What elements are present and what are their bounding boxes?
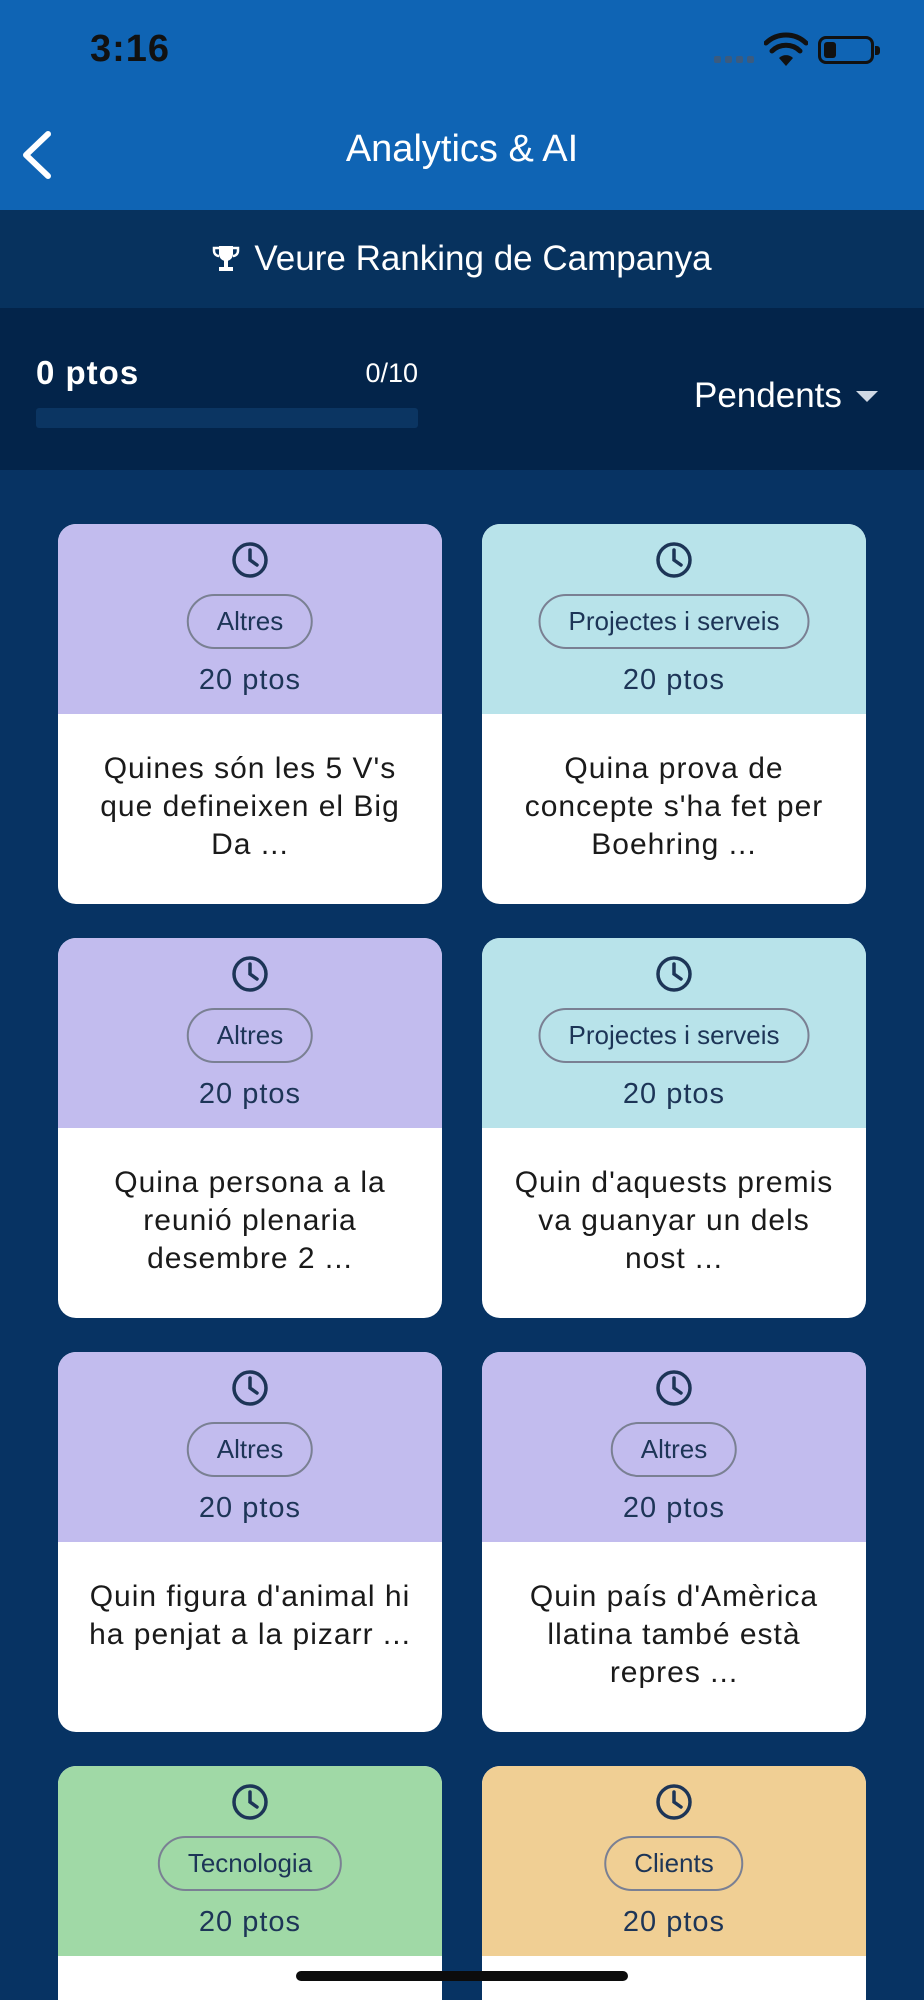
question-text: Quin país d'Amèrica llatina també està repres ... bbox=[529, 1580, 819, 1689]
battery-icon bbox=[818, 36, 874, 64]
card-header bbox=[58, 1352, 442, 1542]
clock-icon bbox=[654, 1782, 694, 1822]
category-tag: Tecnologia bbox=[158, 1836, 342, 1891]
card-header bbox=[58, 938, 442, 1128]
filter-dropdown[interactable] bbox=[694, 376, 878, 416]
clock-icon bbox=[654, 954, 694, 994]
card-header bbox=[58, 1766, 442, 1956]
category-tag: Altres bbox=[187, 1008, 313, 1063]
category-tag: Altres bbox=[187, 594, 313, 649]
nav-bar bbox=[0, 100, 924, 210]
ranking-button[interactable] bbox=[0, 210, 924, 308]
question-card[interactable] bbox=[482, 1352, 866, 1732]
card-header bbox=[482, 1766, 866, 1956]
clock-icon bbox=[230, 954, 270, 994]
question-card[interactable] bbox=[58, 1352, 442, 1732]
category-tag: Clients bbox=[604, 1836, 743, 1891]
trophy-icon bbox=[212, 244, 240, 274]
total-points: 0 ptos bbox=[36, 354, 140, 391]
cellular-signal-icon bbox=[714, 56, 758, 64]
category-tag: Projectes i serveis bbox=[539, 1008, 810, 1063]
ranking-label: Veure Ranking de Campanya bbox=[254, 239, 712, 278]
question-card[interactable] bbox=[482, 1766, 866, 2000]
question-card[interactable] bbox=[482, 938, 866, 1318]
clock-icon bbox=[230, 1782, 270, 1822]
score-panel bbox=[0, 308, 924, 470]
clock-icon bbox=[654, 540, 694, 580]
filter-label: Pendents bbox=[694, 376, 842, 415]
card-points: 20 ptos bbox=[198, 1078, 302, 1110]
question-text: Quin d'aquests premis va guanyar un dels nost ... bbox=[514, 1166, 834, 1275]
card-header bbox=[58, 524, 442, 714]
category-tag: Altres bbox=[187, 1422, 313, 1477]
category-tag: Projectes i serveis bbox=[539, 594, 810, 649]
question-text: Quina persona a la reunió plenaria desembre 2 ... bbox=[114, 1166, 386, 1275]
clock-icon bbox=[230, 1368, 270, 1408]
caret-down-icon bbox=[856, 391, 878, 402]
card-points: 20 ptos bbox=[622, 1492, 726, 1524]
card-header bbox=[482, 524, 866, 714]
progress-label: 0/10 bbox=[365, 358, 418, 388]
page-title: Analytics & AI bbox=[345, 128, 579, 170]
clock-icon bbox=[654, 1368, 694, 1408]
card-header bbox=[482, 1352, 866, 1542]
question-text: Quines són les 5 V's que defineixen el Big Da ... bbox=[100, 752, 400, 861]
question-card[interactable] bbox=[58, 524, 442, 904]
card-points: 20 ptos bbox=[198, 1906, 302, 1938]
card-points: 20 ptos bbox=[198, 1492, 302, 1524]
category-tag: Altres bbox=[611, 1422, 737, 1477]
card-points: 20 ptos bbox=[622, 1906, 726, 1938]
card-points: 20 ptos bbox=[622, 664, 726, 696]
card-points: 20 ptos bbox=[198, 664, 302, 696]
progress-bar bbox=[36, 408, 418, 428]
status-bar bbox=[0, 0, 924, 100]
question-card[interactable] bbox=[58, 938, 442, 1318]
question-text: Quin figura d'animal hi ha penjat a la pizarr ... bbox=[89, 1580, 411, 1651]
card-header bbox=[482, 938, 866, 1128]
card-points: 20 ptos bbox=[622, 1078, 726, 1110]
question-card[interactable] bbox=[58, 1766, 442, 2000]
status-time: 3:16 bbox=[90, 28, 171, 70]
question-text: Quina prova de concepte s'ha fet per Boehring ... bbox=[524, 752, 824, 861]
wifi-icon bbox=[764, 32, 808, 68]
question-card[interactable] bbox=[482, 524, 866, 904]
home-indicator bbox=[296, 1971, 628, 1981]
clock-icon bbox=[230, 540, 270, 580]
